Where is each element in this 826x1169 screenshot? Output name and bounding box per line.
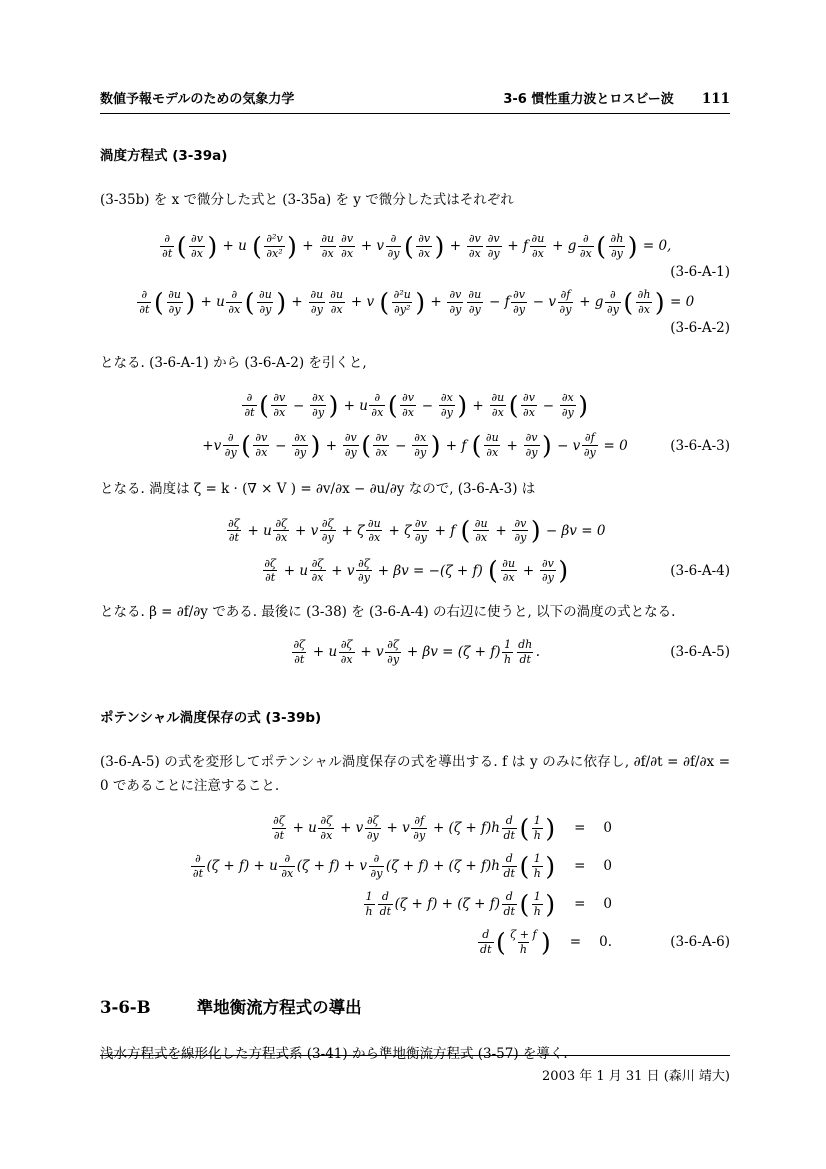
equation-3-6-A-5 (100, 634, 730, 670)
fraction: $\frac{\partial}{\partial x}$ (228, 288, 241, 316)
fraction: $\frac{\partial\zeta}{\partial y}$ (321, 516, 334, 545)
open-paren: ( (519, 851, 530, 881)
math-run: + v (290, 522, 319, 539)
math-run: + (321, 437, 342, 454)
fraction: $\frac{\partial u}{\partial y}$ (259, 288, 272, 316)
open-paren: ( (623, 287, 634, 317)
fraction: $\frac{\partial\zeta}{\partial t}$ (264, 556, 276, 585)
equation-number-3-6-A-5: (3-6-A-5) (670, 644, 730, 661)
fraction: $\frac{\partial\zeta}{\partial t}$ (228, 516, 240, 545)
open-paren: ( (508, 391, 519, 421)
fraction: $\frac{\partial u}{\partial x}$ (474, 516, 488, 545)
close-paren: ) (434, 231, 445, 261)
equation-3-6-A-4-line2 (100, 553, 730, 589)
equation-3-6-A-6-row2-lhs (189, 852, 556, 881)
fraction: $\frac{\partial}{\partial y}$ (224, 431, 237, 460)
open-paren: ( (241, 431, 251, 461)
footer-date-author: 2003 年 1 月 31 日 (森川 靖大) (542, 1069, 730, 1084)
math-run: − v (552, 437, 581, 454)
equation-number-3-6-A-4: (3-6-A-4) (670, 562, 730, 579)
open-paren: ( (244, 287, 255, 317)
fraction: $\frac{\partial x}{\partial y}$ (440, 391, 453, 420)
fraction: $\frac{\partial v}{\partial y}$ (514, 516, 527, 545)
equation-block-a4 (100, 513, 730, 589)
equation-block-a6 (100, 813, 730, 958)
fraction: $\frac{\text{∂²u}}{\text{∂y²}}$ (393, 288, 411, 316)
math-run: + u (308, 644, 338, 661)
math-run: + v (335, 820, 364, 837)
equals-sign: = (574, 820, 586, 837)
header-section-title: 3-6 慣性重力波とロスビー波 (503, 92, 674, 107)
math-run: + ζ (337, 522, 365, 539)
math-run: + u (288, 820, 317, 837)
open-paren: ( (488, 556, 498, 586)
fraction: $\frac{1}{h}$ (504, 637, 512, 666)
open-paren: ( (361, 431, 371, 461)
equation-3-6-A-6-row1 (100, 813, 612, 844)
close-paren: ) (545, 851, 556, 881)
fraction: $\frac{\partial\zeta}{\partial x}$ (311, 556, 324, 585)
section-heading-3-6-B (100, 994, 730, 1018)
math-run: + g (547, 238, 577, 255)
open-paren: ( (519, 813, 530, 843)
equation-3-6-A-2 (100, 284, 730, 320)
math-run: − (288, 397, 309, 414)
fraction: $\frac{\partial}{\partial x}$ (579, 232, 592, 260)
math-run: + βv = −(ζ + f) (373, 562, 488, 579)
math-run: + f (430, 522, 460, 539)
fraction: $\frac{\partial}{\partial x}$ (371, 391, 384, 420)
math-run: = 0, (638, 238, 672, 255)
fraction: $\frac{\partial u}{\partial x}$ (502, 556, 516, 585)
fraction: $\frac{\partial v}{\partial y}$ (414, 516, 427, 545)
fraction: $\frac{\partial v}{\partial x}$ (255, 431, 268, 460)
fraction: $\frac{\partial}{\partial x}$ (281, 852, 294, 880)
close-paren: ) (578, 391, 589, 421)
math-run: + (445, 238, 466, 255)
math-run: (ζ + f) + u (206, 858, 278, 875)
fraction: $\frac{\zeta + f}{h}$ (510, 928, 537, 956)
equation-3-6-A-3-line1 (100, 388, 730, 424)
close-paren: ) (185, 287, 196, 317)
math-run: + u (279, 562, 309, 579)
fraction: $\frac{d}{dt}$ (379, 890, 392, 918)
rhs-value: 0 (603, 858, 612, 875)
open-paren: ( (387, 391, 398, 421)
math-run: − v (528, 294, 556, 311)
fraction: $\frac{\partial}{\partial y}$ (606, 288, 619, 316)
equation-block-a5 (100, 634, 730, 670)
math-run: + ζ (384, 522, 412, 539)
math-run: = 0 (665, 294, 695, 311)
paragraph-after-a4: となる. β = ∂f/∂y である. 最後に (3-38) を (3-6-A-4) の右辺に使うと, 以下の渦度の式となる. (100, 603, 676, 620)
fraction: $\frac{\partial\zeta}{\partial y}$ (366, 814, 379, 842)
math-run: + v (327, 562, 355, 579)
equation-3-6-A-1 (100, 228, 730, 264)
equation-number-3-6-A-1: (3-6-A-1) (670, 264, 730, 281)
fraction: $\frac{d}{dt}$ (480, 928, 492, 956)
equation-number-3-6-A-3: (3-6-A-3) (670, 437, 730, 454)
equation-number-3-6-A-6: (3-6-A-6) (670, 934, 730, 951)
fraction: $\frac{\partial\zeta}{\partial y}$ (387, 637, 400, 666)
close-paren: ) (627, 231, 638, 261)
fraction: $\frac{\partial v}{\partial y}$ (525, 431, 538, 460)
fraction: $\frac{1}{h}$ (533, 890, 541, 918)
close-paren: ) (207, 231, 218, 261)
fraction: $\frac{1}{h}$ (533, 814, 541, 842)
equation-number-3-6-A-2: (3-6-A-2) (670, 320, 730, 337)
math-run: + u (218, 238, 252, 255)
open-paren: ( (259, 391, 269, 421)
math-run: − βv = 0 (541, 522, 606, 539)
fraction: $\frac{\partial}{\partial y}$ (370, 852, 383, 880)
fraction: $\frac{\partial v}{\partial x}$ (375, 431, 388, 460)
fraction: $\frac{\partial h}{\partial y}$ (610, 232, 624, 260)
paragraph-after-a3: となる. 渦度は ζ = k · (∇ × V ) = ∂v/∂x − ∂u/∂y なので, (3-6-A-3) は (100, 480, 536, 497)
close-paren: ) (542, 431, 552, 461)
fraction: $\frac{\partial u}{\partial x}$ (321, 232, 335, 260)
header-book-title: 数値予報モデルのための気象力学 (100, 92, 295, 107)
close-paren: ) (415, 287, 426, 317)
fraction: $\frac{\partial v}{\partial y}$ (449, 288, 462, 316)
fraction: $\frac{\partial u}{\partial x}$ (491, 391, 505, 420)
fraction: $\frac{\partial v}{\partial y}$ (541, 556, 554, 585)
fraction: $\frac{\text{∂²v}}{\text{∂x²}}$ (266, 232, 283, 260)
page-content (100, 0, 730, 1066)
close-paren: ) (430, 431, 441, 461)
math-run: + u (243, 522, 272, 539)
fraction: $\frac{\partial u}{\partial y}$ (310, 288, 324, 316)
section-title: 準地衡流方程式の導出 (196, 997, 362, 1017)
math-run: + (ζ + f)h (428, 820, 500, 837)
fraction: $\frac{\partial h}{\partial x}$ (637, 288, 651, 316)
equals-sign: = (574, 858, 586, 875)
open-paren: ( (379, 287, 390, 317)
fraction: $\frac{\partial v}{\partial x}$ (468, 232, 481, 260)
fraction: $\frac{\partial x}{\partial y}$ (414, 431, 427, 460)
math-run: + v (382, 820, 410, 837)
fraction: $\frac{\partial v}{\partial x}$ (402, 391, 414, 420)
open-paren: ( (596, 231, 607, 261)
page-footer (100, 1055, 730, 1084)
paragraph-section-b-intro: 浅水方程式を線形化した方程式系 (3-41) から準地衡流方程式 (3-57) を導く. (100, 1045, 568, 1062)
open-paren: ( (471, 431, 482, 461)
section-label: 3-6-B (100, 997, 151, 1017)
fraction: $\frac{\partial\zeta}{\partial t}$ (293, 637, 306, 666)
equation-block-a3 (100, 388, 730, 464)
fraction: $\frac{1}{h}$ (365, 890, 373, 918)
page-number: 111 (701, 91, 730, 107)
equation-block-a2 (100, 284, 730, 337)
math-run: (ζ + f) + (ζ + f)h (385, 858, 500, 875)
fraction: $\frac{\partial}{\partial t}$ (162, 232, 173, 260)
math-run: − (270, 437, 291, 454)
close-paren: ) (558, 556, 569, 586)
paragraph-potential-intro: (3-6-A-5) の式を変形してポテンシャル渦度保存の式を導出する. f は y のみに依存し, ∂f/∂t = ∂f/∂x = 0 であることに注意すること. (100, 754, 730, 795)
rhs-value: 0 (603, 820, 612, 837)
math-run: + f (503, 238, 529, 255)
math-run: + v (356, 644, 384, 661)
math-run: (ζ + f) + v (296, 858, 368, 875)
math-run: (ζ + f) + (ζ + f) (394, 896, 500, 913)
math-run: − f (484, 294, 510, 311)
footer-rule (100, 1055, 730, 1056)
math-run: + βv = (ζ + f) (402, 644, 501, 661)
math-run: + u (339, 397, 368, 414)
equation-3-6-A-6-row3-lhs (362, 890, 556, 919)
close-paren: ) (310, 431, 321, 461)
fraction: $\frac{\partial\zeta}{\partial t}$ (273, 814, 285, 842)
open-paren: ( (519, 889, 530, 919)
close-paren: ) (287, 231, 297, 261)
close-paren: ) (541, 927, 551, 957)
fraction: $\frac{\partial\zeta}{\partial x}$ (275, 516, 288, 545)
math-run: + (491, 522, 511, 539)
equation-3-6-A-6-row3 (100, 889, 612, 920)
fraction: $\frac{\partial u}{\partial y}$ (468, 288, 482, 316)
equation-3-6-A-6-row2 (100, 851, 612, 882)
math-run: − (417, 397, 438, 414)
math-run: − (390, 437, 411, 454)
math-run: + (426, 294, 446, 311)
math-run: +v (202, 437, 222, 454)
fraction: $\frac{\partial f}{\partial y}$ (583, 431, 596, 460)
fraction: $\frac{d}{dt}$ (503, 852, 515, 880)
heading-vorticity-equation: 渦度方程式 (3-39a) (100, 148, 228, 164)
math-run: + (518, 562, 539, 579)
equals-sign: = (574, 896, 586, 913)
fraction: $\frac{\partial u}{\partial x}$ (367, 516, 381, 545)
open-paren: ( (176, 231, 187, 261)
equation-3-6-A-6-row1-lhs (270, 814, 556, 843)
fraction: $\frac{\partial u}{\partial y}$ (168, 288, 181, 316)
fraction: $\frac{\partial f}{\partial y}$ (413, 814, 426, 842)
equation-3-6-A-6-row4 (100, 927, 730, 958)
open-paren: ( (403, 231, 414, 261)
fraction: $\frac{\partial v}{\partial y}$ (487, 232, 500, 260)
fraction: $\frac{d}{dt}$ (503, 890, 515, 918)
math-run: + (468, 397, 488, 414)
equation-3-6-A-6-row4-lhs (477, 928, 552, 957)
math-run: + v (356, 238, 385, 255)
rhs-value: 0 (603, 896, 612, 913)
close-paren: ) (545, 813, 556, 843)
close-paren: ) (530, 516, 541, 546)
fraction: $\frac{\partial u}{\partial x}$ (330, 288, 344, 316)
close-paren: ) (654, 287, 665, 317)
fraction: $\frac{\partial\zeta}{\partial x}$ (320, 814, 333, 842)
math-run: + (502, 437, 523, 454)
fraction: $\frac{\partial v}{\partial x}$ (418, 232, 431, 260)
paragraph-after-a2: となる. (3-6-A-1) から (3-6-A-2) を引くと, (100, 355, 367, 372)
fraction: $\frac{\partial x}{\partial y}$ (294, 431, 307, 460)
heading-potential-vorticity: ポテンシャル渦度保存の式 (3-39b) (100, 710, 322, 727)
open-paren: ( (496, 927, 506, 957)
fraction: $\frac{\partial}{\partial y}$ (387, 232, 400, 260)
fraction: $\frac{\partial\zeta}{\partial x}$ (340, 637, 353, 666)
open-paren: ( (460, 516, 471, 546)
equals-sign: = (569, 934, 582, 951)
math-run: + (297, 238, 318, 255)
fraction: $\frac{\partial f}{\partial y}$ (559, 288, 572, 316)
close-paren: ) (457, 391, 468, 421)
open-paren: ( (153, 287, 164, 317)
fraction: $\frac{\partial x}{\partial y}$ (561, 391, 574, 420)
fraction: $\frac{\partial x}{\partial y}$ (312, 391, 325, 420)
open-paren: ( (252, 231, 262, 261)
header-right (503, 88, 730, 107)
fraction: $\frac{\partial}{\partial t}$ (192, 852, 203, 880)
math-run: + (287, 294, 307, 311)
header-rule (100, 113, 730, 114)
math-run: + f (441, 437, 471, 454)
fraction: $\frac{dh}{dt}$ (518, 637, 533, 666)
math-run: + g (574, 294, 604, 311)
rhs-value: 0. (599, 934, 612, 951)
fraction: $\frac{\partial}{\partial t}$ (244, 391, 255, 420)
math-run: − (538, 397, 559, 414)
math-run: . (535, 644, 541, 661)
page-header (100, 88, 730, 107)
fraction: $\frac{\partial v}{\partial x}$ (523, 391, 535, 420)
close-paren: ) (328, 391, 339, 421)
paragraph-intro: (3-35b) を x で微分した式と (3-35a) を y で微分した式はそれぞれ (100, 192, 514, 208)
fraction: $\frac{\partial\zeta}{\partial y}$ (358, 556, 370, 585)
fraction: $\frac{\partial v}{\partial y}$ (513, 288, 525, 316)
fraction: $\frac{1}{h}$ (533, 852, 541, 880)
fraction: $\frac{\partial v}{\partial x}$ (191, 232, 203, 260)
fraction: $\frac{\partial}{\partial t}$ (139, 288, 150, 316)
equation-3-6-A-3-line2-wrap (100, 428, 730, 464)
equation-3-6-A-4-line2-wrap (100, 553, 730, 589)
fraction: $\frac{\partial v}{\partial x}$ (273, 391, 286, 420)
equation-block-a1 (100, 228, 730, 281)
fraction: $\frac{d}{dt}$ (503, 814, 515, 842)
fraction: $\frac{\partial v}{\partial y}$ (344, 431, 357, 460)
equation-3-6-A-3-line2 (100, 428, 730, 464)
fraction: $\frac{\partial u}{\partial x}$ (485, 431, 499, 460)
close-paren: ) (545, 889, 556, 919)
equation-3-6-A-4-line1 (100, 513, 730, 549)
close-paren: ) (276, 287, 287, 317)
math-run: = 0 (599, 437, 628, 454)
fraction: $\frac{\partial v}{\partial x}$ (341, 232, 354, 260)
math-run: + v (346, 294, 379, 311)
fraction: $\frac{\partial u}{\partial x}$ (531, 232, 545, 260)
math-run: + u (196, 294, 225, 311)
